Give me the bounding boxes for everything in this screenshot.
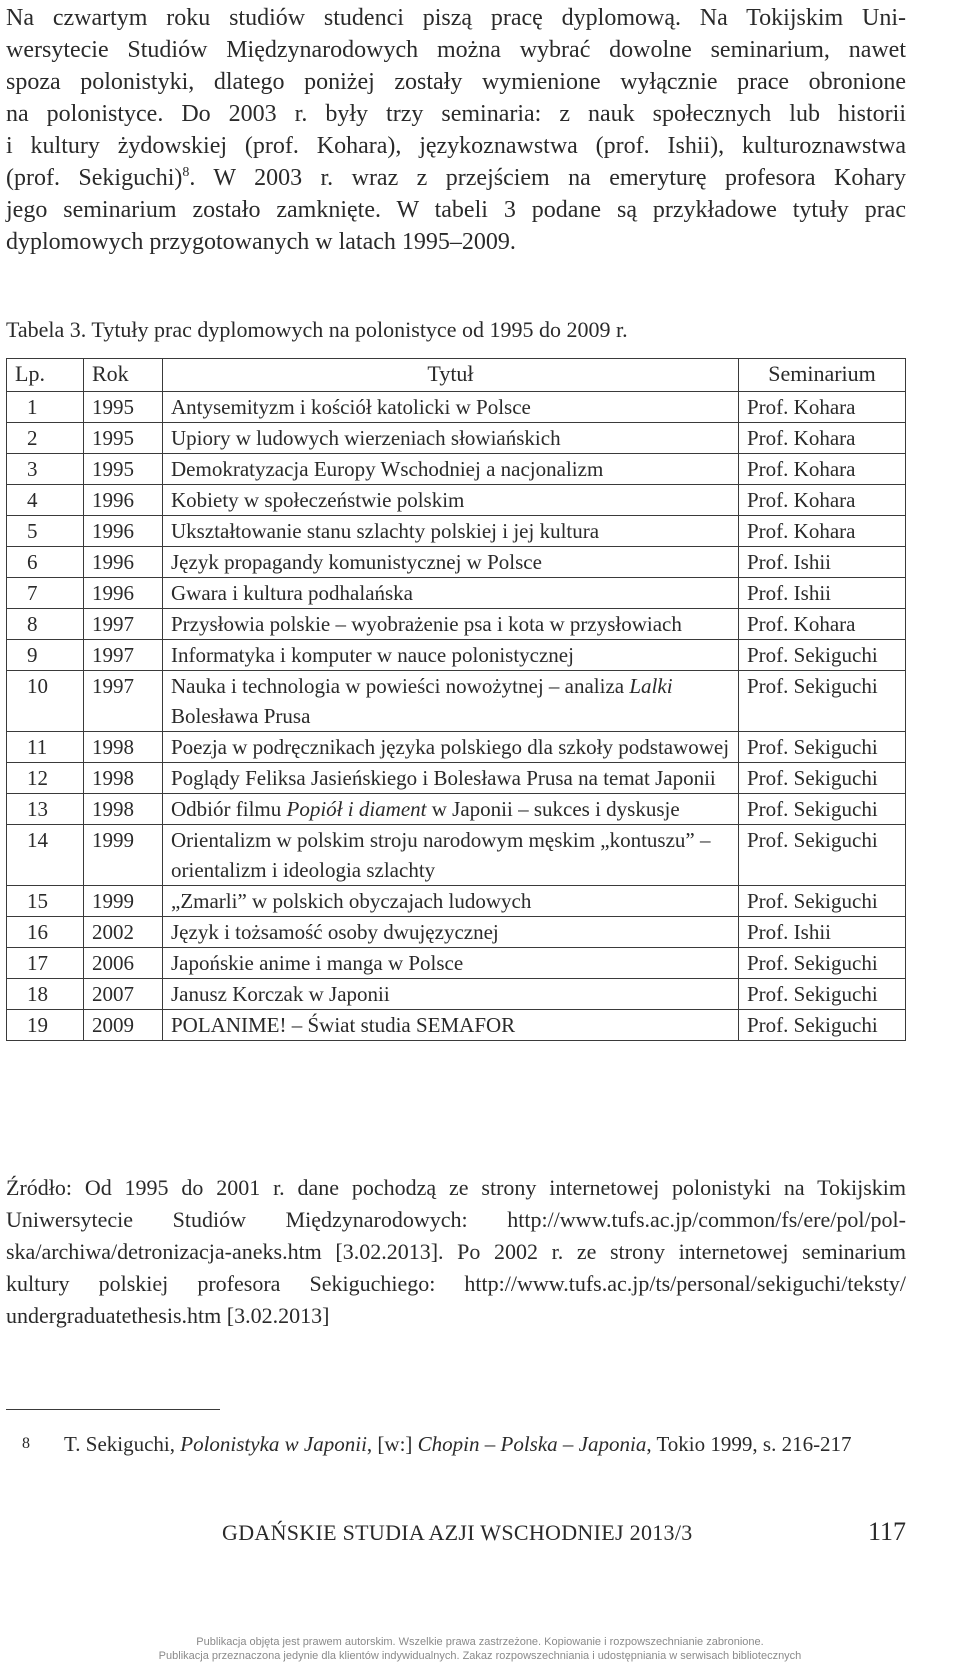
cell-rok: 1996 xyxy=(84,485,163,516)
title-italic-part: Popiół i diament xyxy=(286,797,427,821)
cell-rok: 1996 xyxy=(84,516,163,547)
cell-lp: 7 xyxy=(7,578,84,609)
source-line: Źródło: Od 1995 do 2001 r. dane pochodzą ze strony internetowej polonistyki na Tokijskim xyxy=(6,1175,906,1200)
title-part: „Zmarli” w polskich obyczajach ludowych xyxy=(171,889,532,913)
cell-lp: 2 xyxy=(7,423,84,454)
table-row xyxy=(7,979,906,1010)
cell-title xyxy=(163,948,739,979)
cell-rok: 1997 xyxy=(84,671,163,732)
paragraph-line: dyplomowych przygotowanych w latach 1995–2009. xyxy=(6,229,516,255)
table-row xyxy=(7,547,906,578)
paragraph-text: . W 2003 r. wraz z przejściem na emeryturę profesora Kohary xyxy=(189,165,906,191)
cell-title xyxy=(163,794,739,825)
title-part: Poezja w podręcznikach języka polskiego dla szkoły podstawowej xyxy=(171,735,730,759)
cell-title xyxy=(163,979,739,1010)
title-part: Gwara i kultura podhalańska xyxy=(171,581,414,605)
cell-rok: 2006 xyxy=(84,948,163,979)
table-caption: Tabela 3. Tytuły prac dyplomowych na polonistyce od 1995 do 2009 r. xyxy=(6,317,628,342)
cell-title xyxy=(163,392,739,423)
cell-title xyxy=(163,732,739,763)
cell-rok: 1997 xyxy=(84,640,163,671)
cell-seminar: Prof. Kohara xyxy=(739,609,906,640)
title-part: Japońskie anime i manga w Polsce xyxy=(171,951,464,975)
cell-lp: 17 xyxy=(7,948,84,979)
copyright-notice: Publikacja objęta jest prawem autorskim. Wszelkie prawa zastrzeżone. Kopiowanie i rozpowszechnianie zabronione. xyxy=(196,1636,764,1648)
cell-lp: 3 xyxy=(7,454,84,485)
cell-seminar: Prof. Sekiguchi xyxy=(739,732,906,763)
cell-seminar: Prof. Kohara xyxy=(739,392,906,423)
source-line: ska/archiwa/detronizacja-aneks.htm [3.02.2013]. Po 2002 r. ze strony internetowej seminarium xyxy=(6,1239,906,1264)
table-row xyxy=(7,609,906,640)
footnote-title: Chopin – Polska – Japonia xyxy=(417,1432,647,1456)
title-part: Nauka i technologia w powieści nowożytnej – analiza xyxy=(171,674,630,698)
cell-lp: 1 xyxy=(7,392,84,423)
title-part: Poglądy Feliksa Jasieńskiego i Bolesława Prusa na temat Japonii xyxy=(171,766,716,790)
cell-seminar: Prof. Ishii xyxy=(739,547,906,578)
cell-seminar: Prof. Kohara xyxy=(739,454,906,485)
table-row xyxy=(7,454,906,485)
title-part: w Japonii – sukces i dyskusje xyxy=(426,797,680,821)
cell-seminar: Prof. Sekiguchi xyxy=(739,763,906,794)
cell-title xyxy=(163,454,739,485)
cell-rok: 2007 xyxy=(84,979,163,1010)
cell-title xyxy=(163,763,739,794)
title-part: Bolesława Prusa xyxy=(171,704,311,728)
cell-title xyxy=(163,609,739,640)
cell-title xyxy=(163,516,739,547)
table-row xyxy=(7,948,906,979)
table-row xyxy=(7,485,906,516)
footnote-text: T. Sekiguchi, xyxy=(64,1432,181,1456)
cell-title xyxy=(163,578,739,609)
paragraph-line: wersytecie Studiów Międzynarodowych można wybrać dowolne seminarium, nawet xyxy=(6,37,906,63)
footnote-reference[interactable]: 8 xyxy=(182,165,190,180)
title-italic-part: Lalki xyxy=(629,674,673,698)
title-part: Orientalizm w polskim stroju narodowym męskim „kontuszu” – orientalizm i ideologia szlachty xyxy=(171,828,711,882)
paragraph-line: i kultury żydowskiej (prof. Kohara), językoznawstwa (prof. Ishii), kulturoznawstwa xyxy=(6,133,906,159)
table-row xyxy=(7,825,906,886)
cell-lp: 15 xyxy=(7,886,84,917)
table-row xyxy=(7,732,906,763)
cell-lp: 9 xyxy=(7,640,84,671)
cell-lp: 6 xyxy=(7,547,84,578)
source-line: undergraduatethesis.htm [3.02.2013] xyxy=(6,1303,330,1328)
cell-title xyxy=(163,640,739,671)
title-part: Język propagandy komunistycznej w Polsce xyxy=(171,550,542,574)
paragraph-line-with-footnote xyxy=(6,162,906,194)
cell-title xyxy=(163,917,739,948)
title-part: Ukształtowanie stanu szlachty polskiej i jej kultura xyxy=(171,519,600,543)
title-part: Język i tożsamość osoby dwujęzycznej xyxy=(171,920,499,944)
cell-title xyxy=(163,886,739,917)
footnote-separator xyxy=(6,1409,220,1410)
title-part: Kobiety w społeczeństwie polskim xyxy=(171,488,465,512)
body-paragraph xyxy=(6,2,906,258)
title-part: Demokratyzacja Europy Wschodniej a nacjonalizm xyxy=(171,457,604,481)
cell-lp: 11 xyxy=(7,732,84,763)
cell-title xyxy=(163,671,739,732)
cell-rok: 1998 xyxy=(84,794,163,825)
cell-title xyxy=(163,485,739,516)
cell-rok: 1996 xyxy=(84,547,163,578)
table-row xyxy=(7,1010,906,1041)
cell-lp: 12 xyxy=(7,763,84,794)
cell-rok: 1997 xyxy=(84,609,163,640)
paragraph-line: na polonistyce. Do 2003 r. były trzy seminaria: z nauk społecznych lub historii xyxy=(6,101,906,127)
table-row xyxy=(7,578,906,609)
paragraph-line: Na czwartym roku studiów studenci piszą pracę dyplomową. Na Tokijskim Uni- xyxy=(6,5,906,31)
table-row xyxy=(7,671,906,732)
title-part: Informatyka i komputer w nauce polonistycznej xyxy=(171,643,574,667)
title-part: POLANIME! – Świat studia SEMAFOR xyxy=(171,1013,516,1037)
cell-lp: 4 xyxy=(7,485,84,516)
title-part: Odbiór filmu xyxy=(171,797,287,821)
cell-lp: 5 xyxy=(7,516,84,547)
column-header-lp: Lp. xyxy=(7,359,84,392)
cell-rok: 1998 xyxy=(84,732,163,763)
title-part: Upiory w ludowych wierzeniach słowiańskich xyxy=(171,426,561,450)
table-row xyxy=(7,794,906,825)
page-number: 117 xyxy=(867,1517,906,1546)
cell-rok: 2002 xyxy=(84,917,163,948)
cell-seminar: Prof. Sekiguchi xyxy=(739,640,906,671)
cell-rok: 1999 xyxy=(84,886,163,917)
cell-rok: 1995 xyxy=(84,423,163,454)
table-row xyxy=(7,392,906,423)
cell-lp: 8 xyxy=(7,609,84,640)
paragraph-line: jego seminarium zostało zamknięte. W tabeli 3 podane są przykładowe tytuły prac xyxy=(6,197,906,223)
cell-lp: 19 xyxy=(7,1010,84,1041)
cell-title xyxy=(163,825,739,886)
cell-seminar: Prof. Sekiguchi xyxy=(739,948,906,979)
cell-rok: 2009 xyxy=(84,1010,163,1041)
cell-seminar: Prof. Kohara xyxy=(739,485,906,516)
column-header-seminar: Seminarium xyxy=(739,359,906,392)
source-line: kultury polskiej profesora Sekiguchiego: http://www.tufs.ac.jp/ts/personal/sekiguchi/teksty/ xyxy=(6,1271,906,1296)
table-header-row xyxy=(7,359,906,392)
running-footer: GDAŃSKIE STUDIA AZJI WSCHODNIEJ 2013/3 xyxy=(222,1520,693,1545)
table-row xyxy=(7,886,906,917)
cell-rok: 1995 xyxy=(84,454,163,485)
table-row xyxy=(7,763,906,794)
column-header-title: Tytuł xyxy=(163,359,739,392)
title-part: Antysemityzm i kościół katolicki w Polsce xyxy=(171,395,531,419)
cell-seminar: Prof. Sekiguchi xyxy=(739,1010,906,1041)
cell-seminar: Prof. Sekiguchi xyxy=(739,825,906,886)
cell-seminar: Prof. Sekiguchi xyxy=(739,886,906,917)
thesis-table xyxy=(6,358,906,1041)
footnote-number: 8 xyxy=(22,1435,30,1452)
footnote-text: , [w:] xyxy=(366,1432,418,1456)
cell-title xyxy=(163,547,739,578)
cell-rok: 1996 xyxy=(84,578,163,609)
cell-rok: 1998 xyxy=(84,763,163,794)
distribution-notice: Publikacja przeznaczona jedynie dla klientów indywidualnych. Zakaz rozpowszechniania i udostępniania w serwisach bibliotecznych xyxy=(158,1650,802,1662)
paragraph-line: spoza polonistyki, dlatego poniżej zostały wymienione wyłącznie prace obronione xyxy=(6,69,906,95)
footnote-title: Polonistyka w Japonii xyxy=(180,1432,367,1456)
cell-seminar: Prof. Ishii xyxy=(739,917,906,948)
cell-title xyxy=(163,1010,739,1041)
cell-lp: 18 xyxy=(7,979,84,1010)
table-row xyxy=(7,917,906,948)
footnote-text: , Tokio 1999, s. 216-217 xyxy=(646,1432,852,1456)
cell-rok: 1995 xyxy=(84,392,163,423)
cell-seminar: Prof. Kohara xyxy=(739,516,906,547)
column-header-rok: Rok xyxy=(84,359,163,392)
table-row xyxy=(7,640,906,671)
paragraph-text: (prof. Sekiguchi) xyxy=(6,165,183,191)
cell-rok: 1999 xyxy=(84,825,163,886)
source-note xyxy=(6,1172,906,1332)
title-part: Przysłowia polskie – wyobrażenie psa i kota w przysłowiach xyxy=(171,612,682,636)
cell-seminar: Prof. Sekiguchi xyxy=(739,979,906,1010)
table-body xyxy=(7,392,906,1041)
footnote xyxy=(22,1430,852,1458)
cell-seminar: Prof. Sekiguchi xyxy=(739,794,906,825)
cell-lp: 13 xyxy=(7,794,84,825)
cell-seminar: Prof. Kohara xyxy=(739,423,906,454)
cell-title xyxy=(163,423,739,454)
source-line: Uniwersytecie Studiów Międzynarodowych: http://www.tufs.ac.jp/common/fs/ere/pol/pol- xyxy=(6,1207,906,1232)
cell-lp: 10 xyxy=(7,671,84,732)
cell-lp: 16 xyxy=(7,917,84,948)
cell-lp: 14 xyxy=(7,825,84,886)
cell-seminar: Prof. Sekiguchi xyxy=(739,671,906,732)
table-row xyxy=(7,423,906,454)
title-part: Janusz Korczak w Japonii xyxy=(171,982,390,1006)
table-row xyxy=(7,516,906,547)
cell-seminar: Prof. Ishii xyxy=(739,578,906,609)
